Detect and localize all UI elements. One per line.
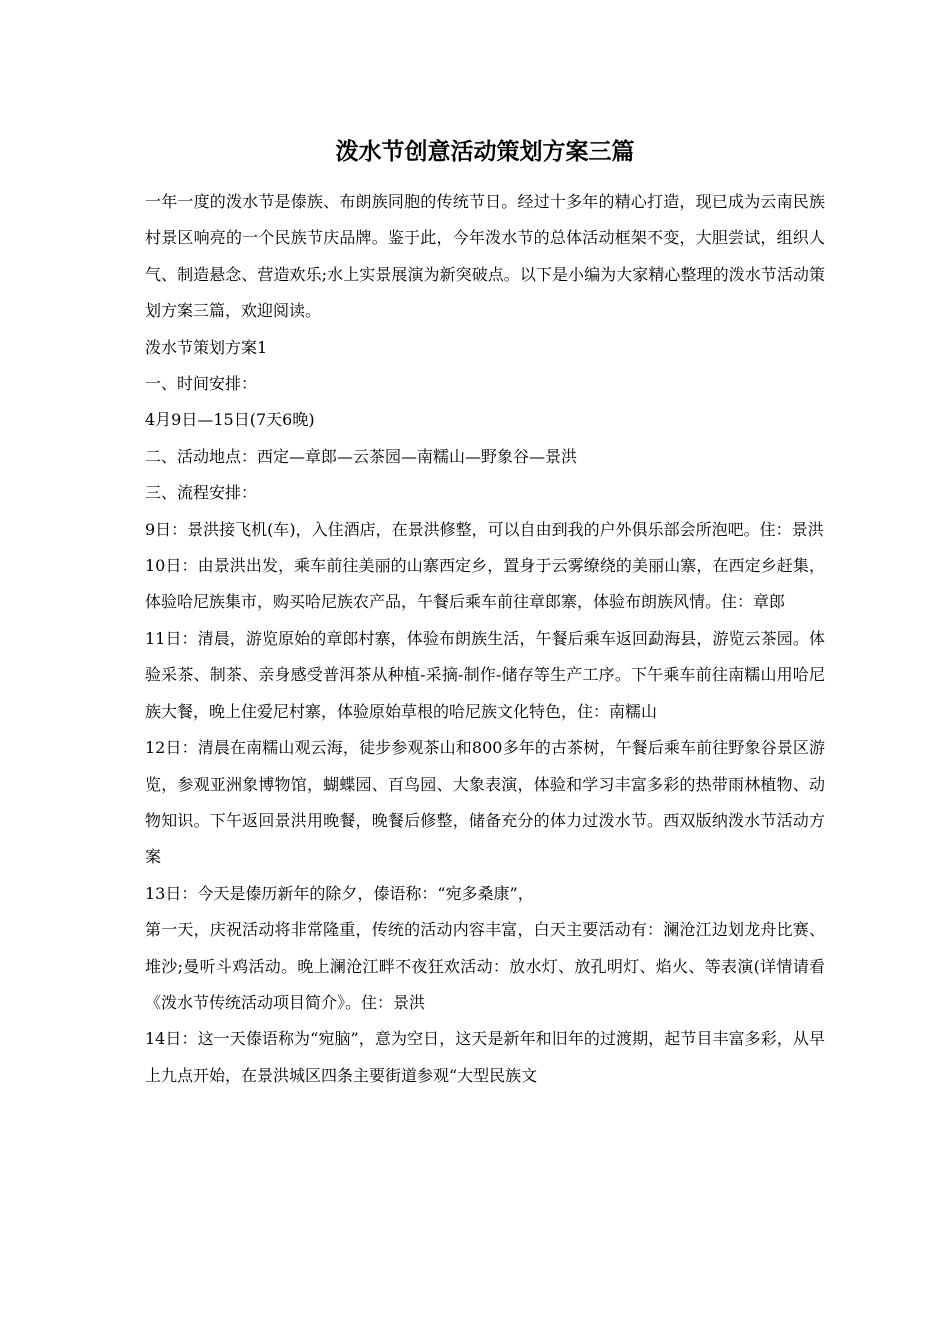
time-range-line: 4月9日—15日(7天6晚)	[145, 410, 315, 430]
day-12-paragraph: 12日：清晨在南糯山观云海，徒步参观茶山和800多年的古茶树，午餐后乘车前往野象谷景区游览，参观亚洲象博物馆，蝴蝶园、百鸟园、大象表演，体验和学习丰富多彩的热带雨林植物、动物知识。下午返回景洪用晚餐，晚餐后修整，储备充分的体力过泼水节。西双版纳泼水节活动方案	[145, 738, 825, 867]
section-time-heading: 一、时间安排：	[145, 374, 258, 394]
location-line: 二、活动地点：西定—章郎—云茶园—南糯山—野象谷—景洪	[145, 446, 578, 466]
plan-heading: 泼水节策划方案1	[145, 337, 268, 357]
document-title: 泼水节创意活动策划方案三篇	[335, 138, 635, 165]
day-10-paragraph: 10日：由景洪出发，乘车前往美丽的山寨西定乡，置身于云雾缭绕的美丽山寨，在西定乡赶集，体验哈尼族集市，购买哈尼族农产品，午餐后乘车前往章郎寨，体验布朗族风情。住：章郎	[145, 556, 825, 612]
day-14-paragraph: 14日：这一天傣语称为“宛脑”，意为空日，这天是新年和旧年的过渡期，起节目丰富多彩，从早上九点开始，在景洪城区四条主要街道参观“大型民族文	[145, 1029, 825, 1085]
day-13-paragraph: 13日：今天是傣历新年的除夕，傣语称：“宛多桑康”，	[145, 883, 534, 903]
intro-paragraph: 一年一度的泼水节是傣族、布朗族同胞的传统节日。经过十多年的精心打造，现已成为云南民族村景区响亮的一个民族节庆品牌。鉴于此，今年泼水节的总体活动框架不变，大胆尝试，组织人气、制造悬念、营造欢乐;水上实景展演为新突破点。以下是小编为大家精心整理的泼水节活动策划方案三篇，欢迎阅读。	[145, 192, 825, 321]
day-11-paragraph: 11日：清晨，游览原始的章郎村寨，体验布朗族生活，午餐后乘车返回勐海县，游览云茶园。体验采茶、制茶、亲身感受普洱茶从种植-采摘-制作-储存等生产工序。下午乘车前往南糯山用哈尼族大餐，晚上住爱尼村寨，体验原始草根的哈尼族文化特色，住：南糯山	[145, 628, 825, 721]
section-schedule-heading: 三、流程安排：	[145, 483, 258, 503]
day-13-first-day-paragraph: 第一天，庆祝活动将非常隆重，传统的活动内容丰富，白天主要活动有：澜沧江边划龙舟比赛、堆沙;曼听斗鸡活动。晚上澜沧江畔不夜狂欢活动：放水灯、放孔明灯、焰火、等表演(详情请看《泼水节传统活动项目简介》。住：景洪	[145, 920, 825, 1012]
document-body	[145, 130, 825, 1094]
day-9-paragraph: 9日：景洪接飞机(车)，入住酒店，在景洪修整，可以自由到我的户外俱乐部会所泡吧。住：景洪	[145, 519, 824, 539]
